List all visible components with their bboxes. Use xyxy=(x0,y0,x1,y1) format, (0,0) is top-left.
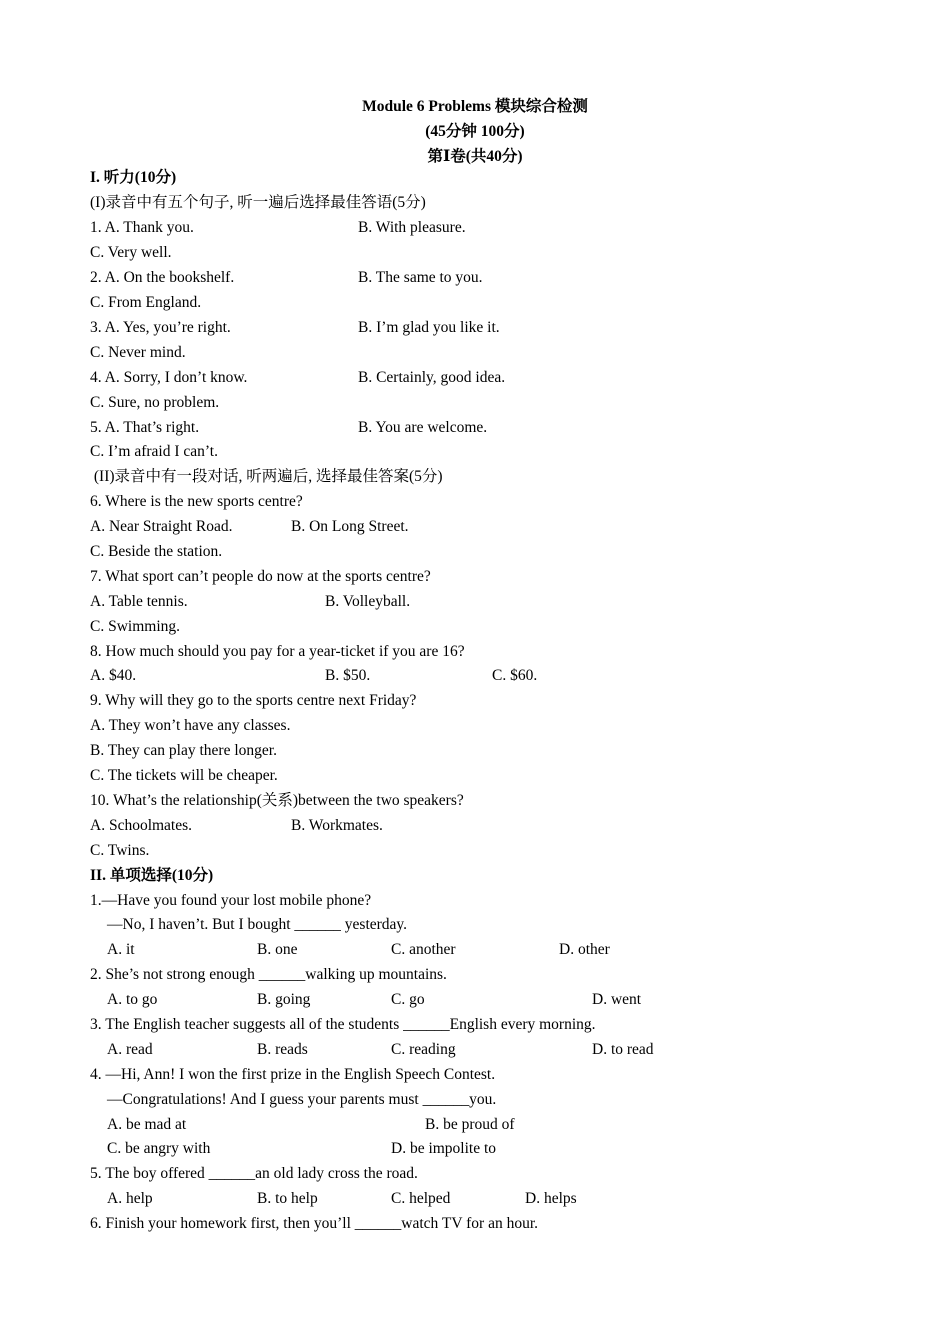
l9-stem: 9. Why will they go to the sports centre next Friday? xyxy=(90,692,417,709)
l8-stem: 8. How much should you pay for a year-ticket if you are 16? xyxy=(90,643,465,660)
listening-part2-instruction: (II)录音中有一段对话, 听两遍后, 选择最佳答案(5分) xyxy=(90,468,443,485)
c1-option-a: A. it xyxy=(107,941,135,958)
c5-stem: 5. The boy offered ______an old lady cross the road. xyxy=(90,1165,418,1182)
c2-option-c: C. go xyxy=(391,991,425,1008)
c5-option-d: D. helps xyxy=(525,1190,577,1207)
c4-stem: 4. —Hi, Ann! I won the first prize in the English Speech Contest. xyxy=(90,1066,496,1083)
c2-option-d: D. went xyxy=(592,991,642,1008)
listening-heading: I. 听力(10分) xyxy=(90,169,177,186)
document-subtitle: (45分钟 100分) xyxy=(425,123,525,140)
l9-option-a: A. They won’t have any classes. xyxy=(90,717,291,734)
l1-option-c: C. Very well. xyxy=(90,244,172,261)
l10-option-a: A. Schoolmates. xyxy=(90,817,193,834)
c5-option-c: C. helped xyxy=(391,1190,451,1207)
l6-option-a: A. Near Straight Road. xyxy=(90,518,233,535)
c2-stem: 2. She’s not strong enough ______walking up mountains. xyxy=(90,966,447,983)
c1-stem: 1.—Have you found your lost mobile phone? xyxy=(90,892,372,909)
c3-option-b: B. reads xyxy=(257,1041,308,1058)
l7-stem: 7. What sport can’t people do now at the sports centre? xyxy=(90,568,431,585)
l9-option-b: B. They can play there longer. xyxy=(90,742,277,759)
l6-option-b: B. On Long Street. xyxy=(291,518,409,535)
c1-option-c: C. another xyxy=(391,941,456,958)
c2-option-a: A. to go xyxy=(107,991,158,1008)
c1-option-b: B. one xyxy=(257,941,298,958)
l6-option-c: C. Beside the station. xyxy=(90,543,223,560)
l7-option-a: A. Table tennis. xyxy=(90,593,188,610)
l10-option-b: B. Workmates. xyxy=(291,817,383,834)
c4-option-c: C. be angry with xyxy=(107,1140,211,1157)
l3-option-c: C. Never mind. xyxy=(90,344,186,361)
l3-option-b: B. I’m glad you like it. xyxy=(358,319,500,336)
l4-option-a: 4. A. Sorry, I don’t know. xyxy=(90,369,248,386)
l8-option-b: B. $50. xyxy=(325,667,371,684)
l7-option-c: C. Swimming. xyxy=(90,618,181,635)
l2-option-a: 2. A. On the bookshelf. xyxy=(90,269,235,286)
l5-option-a: 5. A. That’s right. xyxy=(90,419,200,436)
c3-option-c: C. reading xyxy=(391,1041,456,1058)
l4-option-c: C. Sure, no problem. xyxy=(90,394,220,411)
listening-part1-instruction: (I)录音中有五个句子, 听一遍后选择最佳答语(5分) xyxy=(90,194,426,211)
choice-heading: II. 单项选择(10分) xyxy=(90,867,214,884)
c1-option-d: D. other xyxy=(559,941,610,958)
c3-option-a: A. read xyxy=(107,1041,153,1058)
c4-stem-reply: —Congratulations! And I guess your parents must ______you. xyxy=(107,1091,497,1108)
c4-option-b: B. be proud of xyxy=(425,1116,515,1133)
document-title: Module 6 Problems 模块综合检测 xyxy=(362,98,588,115)
l2-option-b: B. The same to you. xyxy=(358,269,483,286)
l3-option-a: 3. A. Yes, you’re right. xyxy=(90,319,231,336)
volume-heading: 第Ⅰ卷(共40分) xyxy=(427,148,523,165)
l5-option-c: C. I’m afraid I can’t. xyxy=(90,443,218,460)
l8-option-a: A. $40. xyxy=(90,667,137,684)
c4-option-d: D. be impolite to xyxy=(391,1140,497,1157)
c5-option-b: B. to help xyxy=(257,1190,318,1207)
l2-option-c: C. From England. xyxy=(90,294,202,311)
l6-stem: 6. Where is the new sports centre? xyxy=(90,493,303,510)
c1-stem-reply: —No, I haven’t. But I bought ______ yesterday. xyxy=(107,916,408,933)
c4-option-a: A. be mad at xyxy=(107,1116,187,1133)
c5-option-a: A. help xyxy=(107,1190,153,1207)
c2-option-b: B. going xyxy=(257,991,311,1008)
l1-option-a: 1. A. Thank you. xyxy=(90,219,194,236)
l8-option-c: C. $60. xyxy=(492,667,538,684)
c3-option-d: D. to read xyxy=(592,1041,654,1058)
l9-option-c: C. The tickets will be cheaper. xyxy=(90,767,278,784)
c6-stem: 6. Finish your homework first, then you’ll ______watch TV for an hour. xyxy=(90,1215,539,1232)
l7-option-b: B. Volleyball. xyxy=(325,593,411,610)
c3-stem: 3. The English teacher suggests all of the students ______English every morning. xyxy=(90,1016,596,1033)
l10-option-c: C. Twins. xyxy=(90,842,150,859)
l4-option-b: B. Certainly, good idea. xyxy=(358,369,506,386)
l10-stem: 10. What’s the relationship(关系)between the two speakers? xyxy=(90,792,464,809)
l5-option-b: B. You are welcome. xyxy=(358,419,488,436)
l1-option-b: B. With pleasure. xyxy=(358,219,466,236)
